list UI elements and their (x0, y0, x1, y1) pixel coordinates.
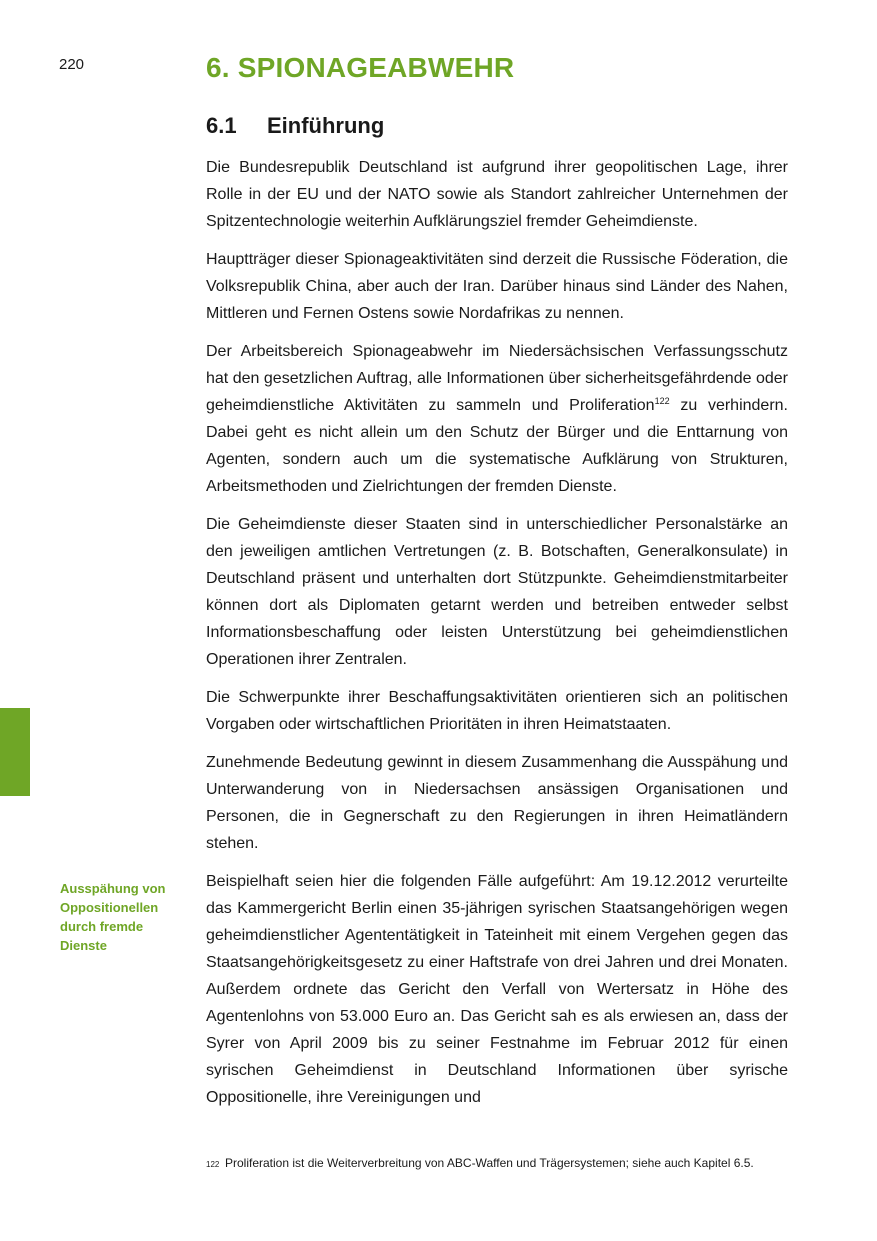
footnote-text: Proliferation ist die Weiterverbreitung von ABC-Waffen und Trägersystemen; siehe auch Kapitel 6.5. (225, 1156, 754, 1170)
section-title: Einführung (267, 113, 385, 138)
chapter-title: 6. SPIONAGEABWEHR (206, 52, 515, 83)
section-heading (206, 113, 384, 139)
paragraph: Die Geheimdienste dieser Staaten sind in unterschiedlicher Personalstärke an den jeweiligen amtlichen Vertretungen (z. B. Botschaften, Generalkonsulate) in Deutschland präsent und unterhalten dort Stützpunkte. Geheimdienstmitarbeiter können dort als Diplomaten getarnt werden und betreiben entweder selbst Informationsbeschaffung oder leisten Unterstützung bei geheimdienstlichen Operationen ihrer Zentralen. (206, 516, 788, 668)
chapter-side-tab (0, 708, 30, 796)
section-number: 6.1 (206, 113, 237, 138)
footnote (206, 1155, 788, 1173)
paragraph-text: Der Arbeitsbereich Spionageabwehr im Niedersächsischen Verfassungsschutz hat den gesetzlichen Auftrag, alle Informationen über sicherheitsgefährdende oder geheimdienstliche Aktivitäten zu sammeln und Proliferation (206, 343, 788, 414)
paragraph: Zunehmende Bedeutung gewinnt in diesem Zusammenhang die Ausspähung und Unterwanderung von in Niedersachsen ansässigen Organisationen und Personen, die in Gegnerschaft zu den Regierungen in ihren Heimatländern stehen. (206, 754, 788, 852)
paragraph-text: zu verhindern. Dabei geht es nicht allein um den Schutz der Bürger und die Enttarnung von Agenten, sondern auch um die systematische Aufklärung von Strukturen, Arbeitsmethoden und Zielrichtungen der fremden Dienste. (206, 397, 789, 495)
footnote-number: 122 (206, 1160, 220, 1169)
paragraph: Beispielhaft seien hier die folgenden Fälle aufgeführt: Am 19.12.2012 verurteilte das Kammergericht Berlin einen 35-jährigen syrischen Staatsangehörigen wegen geheimdienstlicher Agententätigkeit in Tateinheit mit einem Vergehen gegen das Staatsangehörigkeitsgesetz zu einer Haftstrafe von drei Jahren und drei Monaten. Außerdem ordnete das Gericht den Verfall von Wertersatz in Höhe des Agentenlohns von 53.000 Euro an. Das Gericht sah es als erwiesen an, dass der Syrer von April 2009 bis zu seiner Festnahme im Februar 2012 für einen syrischen Geheimdienst in Deutschland Informationen über syrische Oppositionelle, ihre Vereinigungen und (206, 873, 788, 1106)
paragraph: Die Bundesrepublik Deutschland ist aufgrund ihrer geopolitischen Lage, ihrer Rolle in der EU und der NATO sowie als Standort zahlreicher Unternehmen der Spitzentechnologie weiterhin Aufklärungsziel fremder Geheimdienste. (206, 159, 788, 230)
paragraph: Hauptträger dieser Spionageaktivitäten sind derzeit die Russische Föderation, die Volksrepublik China, aber auch der Iran. Darüber hinaus sind Länder des Nahen, Mittleren und Fernen Ostens sowie Nordafrikas zu nennen. (206, 251, 788, 322)
footnote-reference[interactable]: 122 (654, 396, 670, 406)
body-text (206, 154, 788, 1122)
margin-note: Ausspähung von Oppositionellen durch fremde Dienste (60, 881, 166, 953)
page-number: 220 (59, 56, 85, 73)
paragraph: Die Schwerpunkte ihrer Beschaffungsaktivitäten orientieren sich an politischen Vorgaben oder wirtschaftlichen Prioritäten in ihren Heimatstaaten. (206, 689, 788, 733)
paragraph (206, 338, 788, 500)
